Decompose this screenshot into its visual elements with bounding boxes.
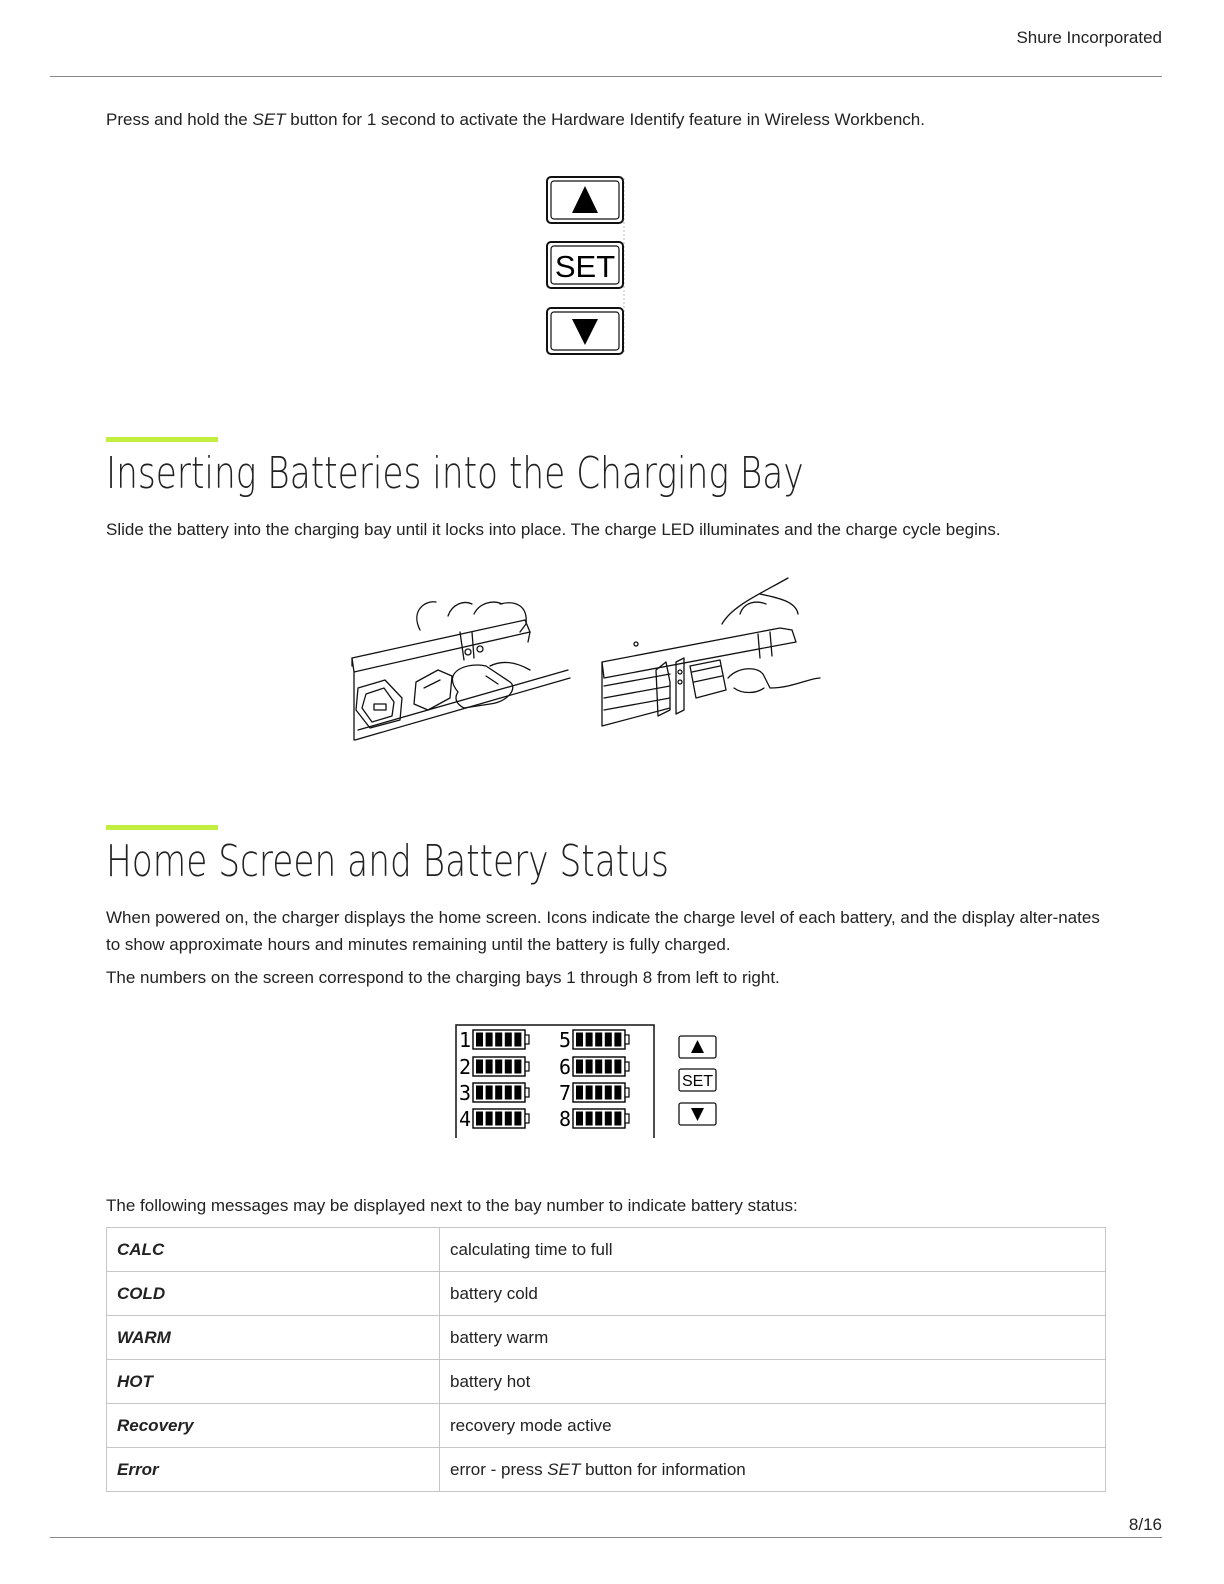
section-accent-bar bbox=[106, 437, 218, 442]
intro-paragraph bbox=[106, 106, 925, 133]
battery-segment bbox=[605, 1033, 612, 1047]
battery-segment bbox=[505, 1086, 512, 1100]
status-description bbox=[440, 1448, 1106, 1492]
battery-segment bbox=[586, 1112, 593, 1126]
battery-segment bbox=[605, 1060, 612, 1074]
battery-segment bbox=[495, 1060, 502, 1074]
status-term: WARM bbox=[107, 1316, 440, 1360]
battery-segment bbox=[614, 1060, 621, 1074]
battery-icon bbox=[573, 1083, 629, 1102]
set-button-illustration bbox=[547, 242, 623, 288]
bay-row bbox=[559, 1081, 629, 1105]
battery-segment bbox=[586, 1060, 593, 1074]
down-button-illustration bbox=[547, 308, 623, 354]
battery-icon bbox=[473, 1057, 529, 1076]
intro-text-before: Press and hold the bbox=[106, 110, 253, 129]
battery-segment bbox=[595, 1060, 602, 1074]
button-panel-illustration bbox=[540, 170, 640, 360]
set-button-illustration bbox=[679, 1069, 716, 1091]
up-button-illustration bbox=[547, 177, 623, 223]
status-description: battery hot bbox=[440, 1360, 1106, 1404]
bay-number: 7 bbox=[559, 1081, 572, 1105]
battery-segment bbox=[486, 1033, 493, 1047]
battery-segment bbox=[505, 1033, 512, 1047]
battery-segment bbox=[514, 1112, 521, 1126]
section-title-home-screen: Home Screen and Battery Status bbox=[106, 836, 669, 887]
battery-segment bbox=[495, 1112, 502, 1126]
status-term: Error bbox=[107, 1448, 440, 1492]
battery-segment bbox=[595, 1033, 602, 1047]
battery-segment bbox=[586, 1086, 593, 1100]
status-term: CALC bbox=[107, 1228, 440, 1272]
status-description: calculating time to full bbox=[440, 1228, 1106, 1272]
battery-segment bbox=[576, 1112, 583, 1126]
table-row bbox=[107, 1228, 1106, 1272]
battery-segment bbox=[595, 1086, 602, 1100]
battery-segment bbox=[614, 1086, 621, 1100]
battery-segment bbox=[614, 1033, 621, 1047]
battery-icon bbox=[573, 1030, 629, 1049]
bay-row bbox=[459, 1055, 529, 1079]
status-table bbox=[106, 1227, 1106, 1492]
bay-number: 2 bbox=[459, 1055, 472, 1079]
battery-segment bbox=[576, 1060, 583, 1074]
battery-icon bbox=[573, 1109, 629, 1128]
battery-segment bbox=[605, 1112, 612, 1126]
battery-icon bbox=[473, 1030, 529, 1049]
bay-number: 4 bbox=[459, 1107, 472, 1131]
table-row bbox=[107, 1404, 1106, 1448]
bay-number: 8 bbox=[559, 1107, 572, 1131]
section-title-inserting-batteries: Inserting Batteries into the Charging Bay bbox=[106, 448, 804, 499]
battery-segment bbox=[486, 1086, 493, 1100]
battery-segment bbox=[486, 1112, 493, 1126]
status-intro: The following messages may be displayed next to the bay number to indicate battery status: bbox=[106, 1196, 798, 1215]
down-button-illustration bbox=[679, 1103, 716, 1125]
battery-icon bbox=[573, 1057, 629, 1076]
set-button-label: SET bbox=[554, 249, 616, 284]
battery-segment bbox=[486, 1060, 493, 1074]
battery-segment bbox=[605, 1086, 612, 1100]
set-button-label: SET bbox=[681, 1073, 714, 1090]
bay-number: 3 bbox=[459, 1081, 472, 1105]
table-row bbox=[107, 1316, 1106, 1360]
section-accent-bar bbox=[106, 825, 218, 830]
battery-insertion-illustration bbox=[340, 570, 830, 750]
bay-row bbox=[559, 1055, 629, 1079]
battery-segment bbox=[514, 1086, 521, 1100]
battery-segment bbox=[514, 1033, 521, 1047]
footer-rule bbox=[50, 1537, 1162, 1538]
battery-segment bbox=[476, 1112, 483, 1126]
battery-segment bbox=[586, 1033, 593, 1047]
table-row bbox=[107, 1360, 1106, 1404]
intro-text-after: button for 1 second to activate the Hardware Identify feature in Wireless Workbench. bbox=[285, 110, 925, 129]
status-term: HOT bbox=[107, 1360, 440, 1404]
status-term: Recovery bbox=[107, 1404, 440, 1448]
page-number: 8/16 bbox=[1128, 1515, 1162, 1534]
status-description: battery warm bbox=[440, 1316, 1106, 1360]
section-paragraph: When powered on, the charger displays the home screen. Icons indicate the charge level of each battery, and the display alter-nates to show approximate hours and minutes remaining until the battery is fully charged. bbox=[106, 908, 1100, 954]
status-description: battery cold bbox=[440, 1272, 1106, 1316]
battery-segment bbox=[495, 1033, 502, 1047]
bay-row bbox=[459, 1107, 529, 1131]
section-paragraph: The numbers on the screen correspond to the charging bays 1 through 8 from left to right. bbox=[106, 968, 780, 987]
bay-row bbox=[559, 1107, 629, 1131]
header-rule bbox=[50, 76, 1162, 77]
battery-segment bbox=[595, 1112, 602, 1126]
bay-row bbox=[559, 1028, 629, 1052]
battery-segment bbox=[576, 1086, 583, 1100]
battery-segment bbox=[505, 1060, 512, 1074]
battery-segment bbox=[495, 1086, 502, 1100]
intro-set-term: SET bbox=[252, 110, 286, 129]
table-row bbox=[107, 1448, 1106, 1492]
battery-segment bbox=[476, 1060, 483, 1074]
battery-icon bbox=[473, 1109, 529, 1128]
status-description-after: button for information bbox=[580, 1459, 746, 1479]
battery-segment bbox=[476, 1086, 483, 1100]
section-paragraph: Slide the battery into the charging bay until it locks into place. The charge LED illuminates and the charge cycle begins. bbox=[106, 520, 1001, 539]
bay-row bbox=[459, 1081, 529, 1105]
battery-segment bbox=[505, 1112, 512, 1126]
header-company: Shure Incorporated bbox=[1016, 28, 1162, 47]
bay-number: 5 bbox=[559, 1028, 572, 1052]
battery-segment bbox=[514, 1060, 521, 1074]
battery-segment bbox=[614, 1112, 621, 1126]
bay-row bbox=[459, 1028, 529, 1052]
home-screen-display-illustration bbox=[450, 1020, 730, 1140]
table-row bbox=[107, 1272, 1106, 1316]
status-description: recovery mode active bbox=[440, 1404, 1106, 1448]
status-term: COLD bbox=[107, 1272, 440, 1316]
battery-segment bbox=[476, 1033, 483, 1047]
status-description-set-term: SET bbox=[547, 1459, 581, 1479]
status-description-before: error - press bbox=[450, 1459, 548, 1479]
bay-number: 1 bbox=[459, 1028, 472, 1052]
battery-icon bbox=[473, 1083, 529, 1102]
up-button-illustration bbox=[679, 1036, 716, 1058]
bay-number: 6 bbox=[559, 1055, 572, 1079]
battery-segment bbox=[576, 1033, 583, 1047]
